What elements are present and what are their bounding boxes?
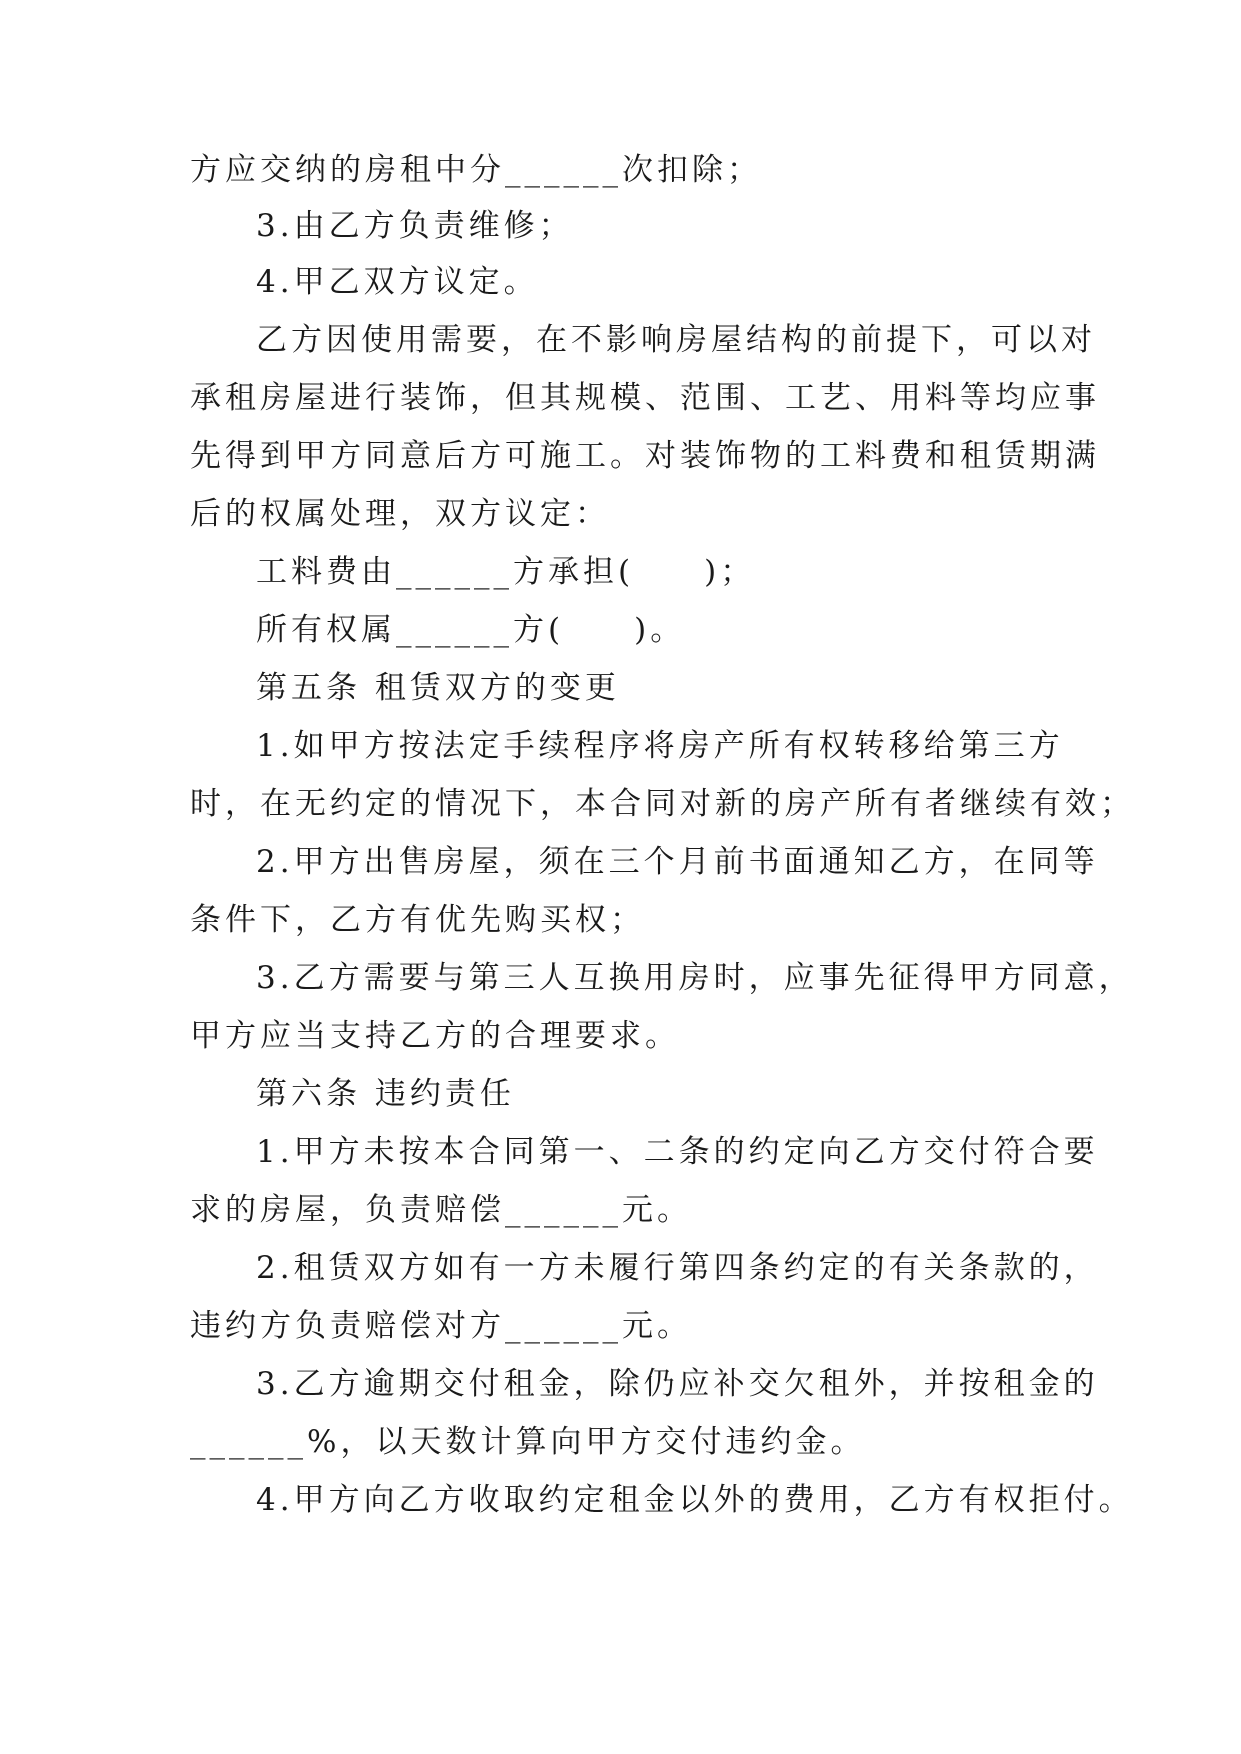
text-line: 4.甲乙双方议定。 <box>256 264 539 300</box>
section-heading: 第六条 违约责任 <box>256 1076 515 1112</box>
text-line: 时，在无约定的情况下，本合同对新的房产所有者继续有效； <box>190 786 1135 822</box>
text-line: 2.租赁双方如有一方未履行第四条约定的有关条款的， <box>256 1250 1099 1286</box>
text-line: 所有权属______方( )。 <box>256 612 686 648</box>
text-line: 后的权属处理，双方议定： <box>190 496 610 532</box>
text-line: 违约方负责赔偿对方______元。 <box>190 1308 692 1344</box>
text-line: 承租房屋进行装饰，但其规模、范围、工艺、用料等均应事 <box>190 380 1100 416</box>
text-line: 1.甲方未按本合同第一、二条的约定向乙方交付符合要 <box>256 1134 1099 1170</box>
text-line: 4.甲方向乙方收取约定租金以外的费用，乙方有权拒付。 <box>256 1482 1134 1518</box>
text-line: 甲方应当支持乙方的合理要求。 <box>190 1018 680 1054</box>
text-line: 3.由乙方负责维修； <box>256 208 574 244</box>
text-line: ______%，以天数计算向甲方交付违约金。 <box>190 1424 866 1460</box>
text-line: 工料费由______方承担( )； <box>256 554 756 590</box>
text-line: 1.如甲方按法定手续程序将房产所有权转移给第三方 <box>256 728 1064 764</box>
text-line: 条件下，乙方有优先购买权； <box>190 902 645 938</box>
text-line: 方应交纳的房租中分______次扣除； <box>190 152 762 188</box>
text-line: 3.乙方需要与第三人互换用房时，应事先征得甲方同意， <box>256 960 1134 996</box>
section-heading: 第五条 租赁双方的变更 <box>256 670 620 706</box>
text-line: 求的房屋，负责赔偿______元。 <box>190 1192 692 1228</box>
text-line: 2.甲方出售房屋，须在三个月前书面通知乙方，在同等 <box>256 844 1099 880</box>
text-line: 3.乙方逾期交付租金，除仍应补交欠租外，并按租金的 <box>256 1366 1099 1402</box>
text-line: 先得到甲方同意后方可施工。对装饰物的工料费和租赁期满 <box>190 438 1100 474</box>
text-line: 乙方因使用需要，在不影响房屋结构的前提下，可以对 <box>256 322 1096 358</box>
